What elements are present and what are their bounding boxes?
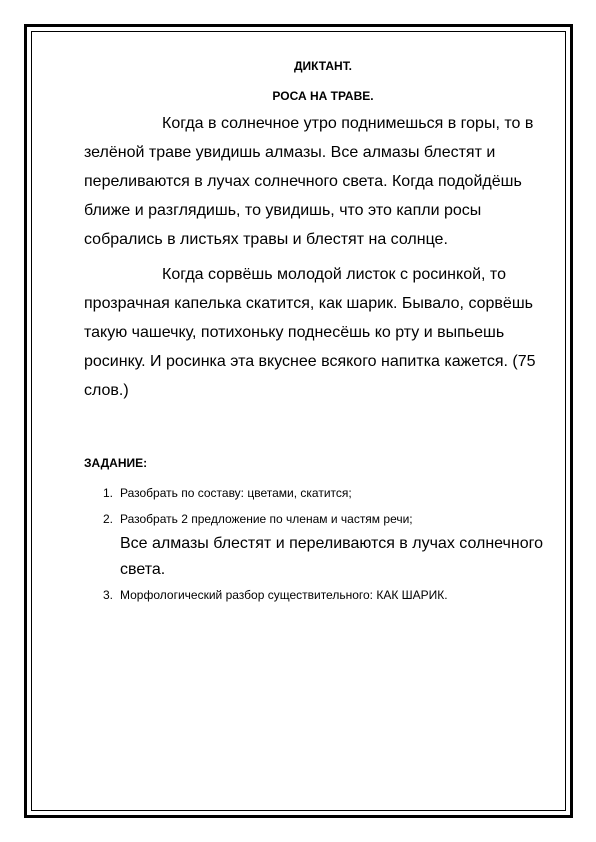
task-item-3	[84, 587, 554, 603]
document-body	[84, 58, 554, 613]
task-item-1	[84, 485, 554, 501]
task-sentence-wrapper	[84, 531, 554, 583]
task-heading: ЗАДАНИЕ:	[84, 456, 148, 470]
task-sentence: Все алмазы блестят и переливаются в лучах солнечного света.	[120, 535, 543, 578]
task-text: Морфологический разбор существительного: КАК ШАРИК.	[120, 588, 448, 602]
paragraph-1: Когда в солнечное утро поднимешься в горы, то в зелёной траве увидишь алмазы. Все алмазы блестят и переливаются в лучах солнечного света. Когда подойдёшь ближе и разглядишь, то увидишь, что это капли росы собрались в листьях травы и блестят на солнце.	[84, 115, 534, 248]
paragraph-2: Когда сорвёшь молодой листок с росинкой, то прозрачная капелька скатится, как шарик. Бывало, сорвёшь такую чашечку, потихоньку поднесёшь ко рту и выпьешь росинку. И росинка эта вкуснее всякого напитка кажется. (75 слов.)	[84, 266, 536, 399]
task-number: 3.	[103, 588, 114, 602]
task-number: 1.	[103, 486, 114, 500]
task-text: Разобрать 2 предложение по членам и частям речи;	[120, 512, 413, 526]
task-text: Разобрать по составу: цветами, скатится;	[120, 486, 352, 500]
document-subtitle: РОСА НА ТРАВЕ.	[272, 89, 374, 103]
task-item-2	[84, 511, 554, 527]
document-title: ДИКТАНТ.	[293, 59, 352, 73]
task-list	[84, 485, 554, 603]
task-number: 2.	[103, 512, 114, 526]
